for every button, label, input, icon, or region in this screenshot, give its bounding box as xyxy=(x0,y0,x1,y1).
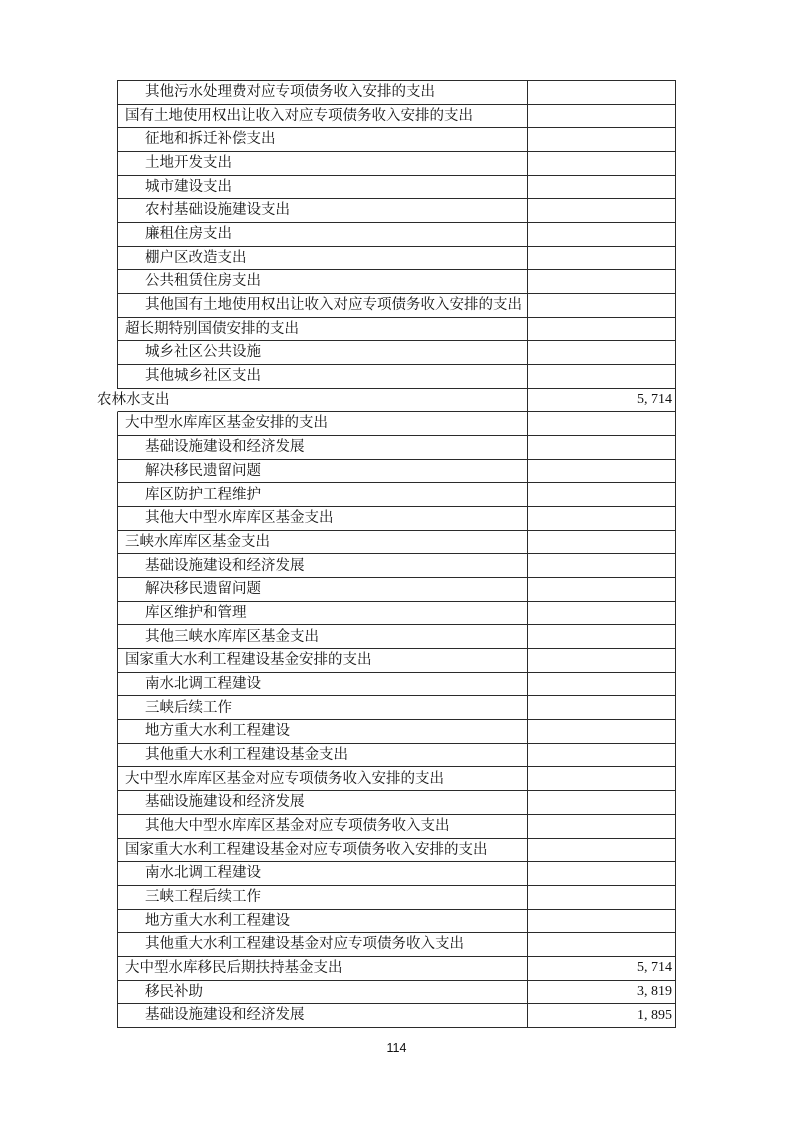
row-value xyxy=(527,767,675,790)
row-label: 解决移民遗留问题 xyxy=(145,581,261,598)
row-value xyxy=(527,578,675,601)
row-label: 库区维护和管理 xyxy=(145,604,247,621)
row-value xyxy=(527,176,675,199)
table-row xyxy=(117,910,675,934)
row-value xyxy=(527,625,675,648)
row-value xyxy=(527,910,675,933)
table-row xyxy=(117,199,675,223)
row-label: 基础设施建设和经济发展 xyxy=(145,1007,305,1024)
row-label: 其他国有土地使用权出让收入对应专项债务收入安排的支出 xyxy=(145,297,522,314)
row-value xyxy=(527,341,675,364)
row-value xyxy=(527,483,675,506)
table-row xyxy=(117,673,675,697)
row-label: 大中型水库库区基金对应专项债务收入安排的支出 xyxy=(125,770,444,787)
row-label: 基础设施建设和经济发展 xyxy=(145,794,305,811)
table-row xyxy=(97,389,675,413)
row-label: 基础设施建设和经济发展 xyxy=(145,439,305,456)
row-value xyxy=(527,294,675,317)
row-label: 土地开发支出 xyxy=(145,155,232,172)
row-value xyxy=(527,152,675,175)
row-label: 棚户区改造支出 xyxy=(145,249,247,266)
table-row xyxy=(117,886,675,910)
row-value xyxy=(527,531,675,554)
row-label: 大中型水库移民后期扶持基金支出 xyxy=(125,959,343,976)
row-label: 解决移民遗留问题 xyxy=(145,462,261,479)
row-label: 公共租赁住房支出 xyxy=(145,273,261,290)
row-value xyxy=(527,247,675,270)
table-row xyxy=(117,81,675,105)
table-row xyxy=(117,531,675,555)
row-label: 城乡社区公共设施 xyxy=(145,344,261,361)
row-value xyxy=(527,270,675,293)
row-label: 大中型水库库区基金安排的支出 xyxy=(125,415,328,432)
table-row xyxy=(117,105,675,129)
row-label: 其他城乡社区支出 xyxy=(145,368,261,385)
row-value xyxy=(527,744,675,767)
table-row xyxy=(117,744,675,768)
row-label: 三峡工程后续工作 xyxy=(145,888,261,905)
row-label: 征地和拆迁补偿支出 xyxy=(145,131,276,148)
row-label: 城市建设支出 xyxy=(145,178,232,195)
table-row xyxy=(117,270,675,294)
row-value xyxy=(527,673,675,696)
row-label: 其他大中型水库库区基金支出 xyxy=(145,510,334,527)
row-label: 三峡后续工作 xyxy=(145,699,232,716)
table-row xyxy=(117,625,675,649)
row-label: 基础设施建设和经济发展 xyxy=(145,557,305,574)
table-row xyxy=(117,176,675,200)
row-value xyxy=(527,839,675,862)
row-label: 其他三峡水库库区基金支出 xyxy=(145,628,319,645)
table-row xyxy=(117,578,675,602)
row-value xyxy=(527,460,675,483)
table-row xyxy=(117,507,675,531)
table-row xyxy=(117,294,675,318)
table-row xyxy=(117,720,675,744)
row-value xyxy=(527,602,675,625)
row-value xyxy=(527,886,675,909)
row-label: 国家重大水利工程建设基金对应专项债务收入安排的支出 xyxy=(125,841,488,858)
row-value xyxy=(527,649,675,672)
table-row xyxy=(117,696,675,720)
table-row xyxy=(117,602,675,626)
row-label: 三峡水库库区基金支出 xyxy=(125,533,270,550)
table-row xyxy=(117,791,675,815)
row-value xyxy=(527,554,675,577)
row-label: 地方重大水利工程建设 xyxy=(145,723,290,740)
row-value: 5, 714 xyxy=(527,389,675,412)
row-value xyxy=(527,862,675,885)
row-value xyxy=(527,223,675,246)
table-row xyxy=(117,933,675,957)
table-row xyxy=(117,247,675,271)
row-value xyxy=(527,318,675,341)
row-value xyxy=(527,815,675,838)
table-row xyxy=(117,412,675,436)
row-label: 超长期特别国债安排的支出 xyxy=(125,320,299,337)
row-value xyxy=(527,696,675,719)
row-value: 3, 819 xyxy=(527,981,675,1004)
row-value xyxy=(527,507,675,530)
row-value xyxy=(527,720,675,743)
table-row xyxy=(117,767,675,791)
row-label: 库区防护工程维护 xyxy=(145,486,261,503)
row-value: 5, 714 xyxy=(527,957,675,980)
row-label: 移民补助 xyxy=(145,983,203,1000)
table-row xyxy=(117,436,675,460)
row-label: 南水北调工程建设 xyxy=(145,675,261,692)
table-row xyxy=(117,128,675,152)
table-row xyxy=(117,152,675,176)
row-label: 农村基础设施建设支出 xyxy=(145,202,290,219)
table-row xyxy=(117,957,675,981)
row-value xyxy=(527,933,675,956)
row-label: 其他污水处理费对应专项债务收入安排的支出 xyxy=(145,84,435,101)
table-row xyxy=(117,483,675,507)
table-row xyxy=(117,839,675,863)
row-value xyxy=(527,81,675,104)
row-label: 农林水支出 xyxy=(97,391,170,408)
row-value: 1, 895 xyxy=(527,1004,675,1027)
row-value xyxy=(527,128,675,151)
table-row xyxy=(117,341,675,365)
table-row xyxy=(117,649,675,673)
table-row xyxy=(117,862,675,886)
row-label: 其他重大水利工程建设基金支出 xyxy=(145,746,348,763)
row-value xyxy=(527,412,675,435)
table-row xyxy=(117,223,675,247)
table-row xyxy=(117,318,675,342)
row-value xyxy=(527,199,675,222)
row-label: 国有土地使用权出让收入对应专项债务收入安排的支出 xyxy=(125,107,473,124)
budget-table xyxy=(97,80,676,1028)
row-label: 国家重大水利工程建设基金安排的支出 xyxy=(125,652,372,669)
row-label: 其他重大水利工程建设基金对应专项债务收入支出 xyxy=(145,936,464,953)
table-row xyxy=(117,981,675,1005)
row-value xyxy=(527,791,675,814)
row-label: 地方重大水利工程建设 xyxy=(145,912,290,929)
row-value xyxy=(527,105,675,128)
row-value xyxy=(527,436,675,459)
table-row xyxy=(117,460,675,484)
table-row xyxy=(117,554,675,578)
row-value xyxy=(527,365,675,388)
row-label: 其他大中型水库库区基金对应专项债务收入支出 xyxy=(145,817,450,834)
row-label: 南水北调工程建设 xyxy=(145,865,261,882)
page-number: 114 xyxy=(386,1041,407,1055)
table-row xyxy=(117,815,675,839)
table-row xyxy=(117,365,675,389)
table-row xyxy=(117,1004,675,1028)
row-label: 廉租住房支出 xyxy=(145,226,232,243)
